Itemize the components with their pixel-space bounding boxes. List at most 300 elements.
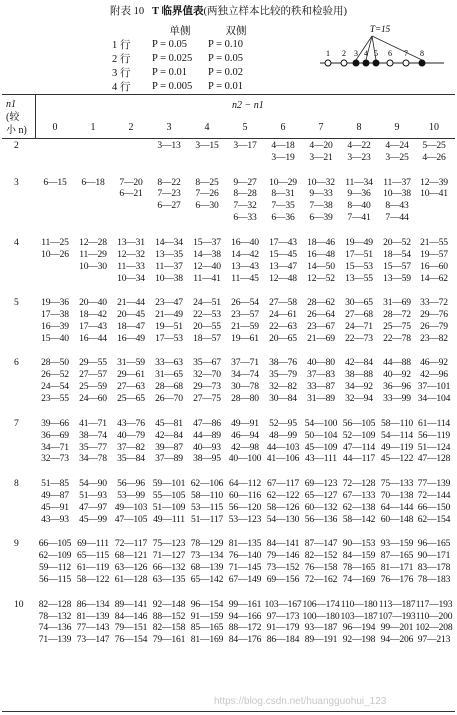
- table-cell: 30—78: [231, 381, 259, 393]
- table-cell: 44—88: [383, 357, 411, 369]
- rank-node-label: 2: [342, 49, 346, 58]
- table-cell: 7—23: [157, 188, 181, 200]
- double-p-value: P = 0.02: [208, 66, 243, 78]
- table-cell: 37—101: [417, 381, 451, 393]
- table-cell: 9—33: [309, 188, 333, 200]
- table-cell: 52—109: [342, 429, 376, 441]
- table-cell: 40—92: [383, 369, 411, 381]
- table-cell: 89—191: [304, 634, 338, 646]
- table-cell: 17—43: [269, 236, 297, 248]
- table-cell: 42—84: [155, 429, 183, 441]
- table-cell: 12—40: [193, 260, 221, 272]
- table-cell: 23—82: [420, 332, 448, 344]
- table-cell: 56—136: [304, 513, 338, 525]
- table-cell: 96—165: [417, 538, 451, 550]
- table-cell: 34—71: [41, 441, 69, 453]
- table-cell: 7—20: [119, 176, 143, 188]
- table-cell: 53—123: [228, 513, 262, 525]
- table-cell: 19—61: [231, 332, 259, 344]
- row-label: 2 行: [112, 53, 131, 65]
- table-cell: 42—98: [231, 441, 259, 453]
- table-cell: 45—91: [41, 501, 69, 513]
- table-cell: 27—63: [117, 381, 145, 393]
- table-cell: 65—127: [304, 489, 338, 501]
- table-cell: 54—114: [380, 429, 414, 441]
- table-cell: 10—29: [269, 176, 297, 188]
- double-p-value: P = 0.05: [208, 52, 243, 64]
- table-cell: 67—149: [228, 574, 262, 585]
- table-cell: 18—54: [383, 248, 411, 260]
- table-cell: 27—58: [269, 297, 297, 309]
- table-cell: 8—31: [271, 188, 295, 200]
- table-cell: 10—32: [307, 176, 335, 188]
- table-cell: 88—172: [228, 622, 262, 634]
- table-cell: 97—213: [417, 634, 451, 646]
- header-row: [112, 51, 264, 65]
- table-cell: 9—36: [347, 188, 371, 200]
- table-cell: 10—38: [155, 272, 183, 284]
- table-cell: 71—127: [152, 550, 186, 562]
- table-cell: 103—167: [264, 598, 302, 610]
- table-cell: 58—142: [342, 513, 376, 525]
- n1-row-label: 9: [14, 538, 19, 550]
- table-cell: 4—26: [422, 151, 446, 163]
- n1-symbol: n1: [6, 99, 16, 110]
- table-cell: 59—101: [152, 478, 186, 489]
- table-cell: 99—161: [228, 598, 262, 610]
- table-cell: 85—165: [190, 622, 224, 634]
- rank-node-label: 4: [364, 49, 368, 58]
- table-cell: 78—183: [417, 574, 451, 585]
- table-cell: 54—100: [304, 417, 338, 429]
- table-cell: 66—132: [152, 562, 186, 574]
- column-header: 0: [52, 122, 58, 133]
- single-p-value: P = 0.05: [152, 38, 187, 50]
- table-cell: 76—154: [114, 634, 148, 646]
- table-cell: 69—156: [266, 574, 300, 585]
- title-prefix: 附表 10: [110, 6, 145, 17]
- table-cell: 6—21: [119, 188, 143, 200]
- table-cell: 82—128: [38, 598, 72, 610]
- table-cell: 4—22: [347, 140, 371, 151]
- n2-minus-n1-heading: n2 − n1: [232, 100, 264, 111]
- table-cell: 56—96: [117, 478, 145, 489]
- table-cell: 60—132: [304, 501, 338, 513]
- column-header: 7: [318, 122, 324, 133]
- table-cell: 42—84: [345, 357, 373, 369]
- table-cell: 18—42: [79, 309, 107, 320]
- table-cell: 9—27: [233, 176, 257, 188]
- rank-node: [341, 60, 347, 66]
- table-cell: 74—169: [342, 574, 376, 585]
- rank-node: [325, 60, 331, 66]
- table-cell: 28—80: [231, 393, 259, 405]
- table-cell: 11—41: [193, 272, 221, 284]
- table-cell: 56—115: [38, 574, 72, 585]
- table-cell: 27—75: [193, 393, 221, 405]
- table-cell: 86—184: [266, 634, 300, 646]
- rank-link-line: [372, 36, 422, 60]
- table-cell: 43—93: [41, 513, 69, 525]
- table-cell: 6—33: [233, 212, 257, 224]
- table-cell: 72—144: [417, 489, 451, 501]
- table-cell: 51—93: [79, 489, 107, 501]
- table-cell: 94—166: [228, 610, 262, 622]
- rank-node-label: 8: [420, 49, 424, 58]
- table-cell: 41—71: [79, 417, 107, 429]
- table-cell: 47—114: [342, 441, 376, 453]
- table-cell: 110—200: [415, 610, 453, 622]
- n1-note-1: (较: [6, 112, 20, 123]
- table-cell: 82—152: [304, 550, 338, 562]
- table-cell: 11—37: [383, 176, 411, 188]
- column-header: 9: [394, 122, 400, 133]
- table-cell: 33—72: [420, 297, 448, 309]
- table-cell: 81—139: [76, 610, 110, 622]
- table-cell: 89—141: [114, 598, 148, 610]
- table-cell: 13—31: [117, 236, 145, 248]
- table-cell: 15—53: [345, 260, 373, 272]
- table-cell: 24—71: [345, 320, 373, 332]
- double-tail-heading: 双侧: [225, 25, 247, 37]
- significance-header: [112, 23, 264, 93]
- table-cell: 38—74: [79, 429, 107, 441]
- table-cell: 3—25: [385, 151, 409, 163]
- table-cell: 46—92: [420, 357, 448, 369]
- table-cell: 18—47: [117, 320, 145, 332]
- rank-node: [387, 60, 393, 66]
- table-cell: 24—60: [79, 393, 107, 405]
- table-cell: 84—146: [114, 610, 148, 622]
- table-cell: 34—104: [417, 393, 451, 405]
- table-cell: 36—96: [383, 381, 411, 393]
- rank-node: [373, 60, 379, 66]
- table-cell: 21—59: [231, 320, 259, 332]
- table-cell: 7—35: [271, 200, 295, 212]
- table-cell: 3—13: [157, 140, 181, 151]
- table-cell: 37—71: [231, 357, 259, 369]
- table-cell: 99—201: [380, 622, 414, 634]
- table-cell: 74—136: [38, 622, 72, 634]
- table-cell: 40—93: [193, 441, 221, 453]
- double-p-value: P = 0.01: [208, 80, 243, 92]
- table-cell: 6—18: [81, 176, 105, 188]
- table-cell: 62—154: [417, 513, 451, 525]
- table-cell: 58—110: [190, 489, 224, 501]
- table-cell: 4—18: [271, 140, 295, 151]
- table-cell: 32—70: [193, 369, 221, 381]
- table-cell: 56—120: [228, 501, 262, 513]
- table-cell: 91—179: [266, 622, 300, 634]
- table-cell: 31—65: [155, 369, 183, 381]
- table-cell: 70—138: [380, 489, 414, 501]
- table-cell: 20—45: [117, 309, 145, 320]
- table-cell: 16—60: [420, 260, 448, 272]
- table-cell: 12—32: [117, 248, 145, 260]
- table-cell: 32—82: [269, 381, 297, 393]
- table-cell: 79—146: [266, 550, 300, 562]
- table-cell: 76—176: [380, 574, 414, 585]
- table-cell: 25—65: [117, 393, 145, 405]
- table-cell: 30—65: [345, 297, 373, 309]
- table-cell: 65—142: [190, 574, 224, 585]
- table-cell: 31—89: [307, 393, 335, 405]
- table-cell: 14—34: [155, 236, 183, 248]
- table-cell: 34—74: [231, 369, 259, 381]
- table-cell: 72—117: [114, 538, 148, 550]
- table-cell: 45—81: [155, 417, 183, 429]
- n1-row-label: 10: [14, 598, 24, 610]
- table-cell: 23—47: [155, 297, 183, 309]
- rank-node: [419, 60, 425, 66]
- table-cell: 16—44: [79, 332, 107, 344]
- column-header: 3: [166, 122, 172, 133]
- table-cell: 15—37: [193, 236, 221, 248]
- table-cell: 58—110: [380, 417, 414, 429]
- table-cell: 21—44: [117, 297, 145, 309]
- table-cell: 13—59: [383, 272, 411, 284]
- n1-row-label: 8: [14, 478, 19, 489]
- table-bottom-rule: [2, 711, 455, 712]
- table-cell: 90—171: [417, 550, 451, 562]
- n1-note-2: 小 n): [6, 125, 27, 136]
- table-cell: 11—45: [231, 272, 259, 284]
- table-cell: 20—55: [193, 320, 221, 332]
- table-cell: 43—76: [117, 417, 145, 429]
- table-cell: 22—53: [193, 309, 221, 320]
- single-p-value: P = 0.025: [152, 52, 193, 64]
- header-row: [112, 79, 264, 93]
- diagram-label: T=15: [370, 24, 391, 34]
- table-cell: 69—111: [77, 538, 109, 550]
- table-cell: 11—37: [155, 260, 183, 272]
- table-cell: 58—122: [76, 574, 110, 585]
- table-cell: 7—32: [233, 200, 257, 212]
- table-cell: 12—48: [269, 272, 297, 284]
- rank-node: [363, 60, 369, 66]
- table-cell: 15—45: [269, 248, 297, 260]
- table-cell: 71—139: [38, 634, 72, 646]
- table-cell: 73—147: [76, 634, 110, 646]
- table-cell: 60—116: [228, 489, 262, 501]
- table-cell: 82—158: [152, 622, 186, 634]
- table-cell: 63—126: [114, 562, 148, 574]
- table-cell: 51—109: [152, 501, 186, 513]
- table-cell: 10—30: [79, 260, 107, 272]
- table-cell: 4—24: [385, 140, 409, 151]
- table-cell: 71—145: [228, 562, 262, 574]
- table-cell: 77—143: [76, 622, 110, 634]
- table-cell: 24—61: [269, 309, 297, 320]
- column-header: 2: [128, 122, 134, 133]
- table-cell: 24—54: [41, 381, 69, 393]
- table-cell: 8—40: [347, 200, 371, 212]
- table-cell: 22—63: [269, 320, 297, 332]
- rank-sum-diagram: [316, 20, 446, 78]
- table-cell: 44—89: [193, 429, 221, 441]
- header-row: [112, 37, 264, 51]
- row-label: 1 行: [112, 39, 131, 51]
- table-cell: 47—128: [417, 453, 451, 465]
- table-cell: 35—84: [117, 453, 145, 465]
- table-cell: 50—104: [304, 429, 338, 441]
- table-cell: 87—147: [304, 538, 338, 550]
- table-cell: 93—187: [304, 622, 338, 634]
- table-cell: 6—39: [309, 212, 333, 224]
- table-cell: 19—57: [420, 248, 448, 260]
- table-cell: 16—48: [307, 248, 335, 260]
- table-cell: 40—100: [228, 453, 262, 465]
- rank-node-label: 3: [354, 49, 358, 58]
- table-cell: 38—76: [269, 357, 297, 369]
- table-cell: 25—59: [79, 381, 107, 393]
- table-cell: 8—25: [195, 176, 219, 188]
- table-cell: 42—96: [420, 369, 448, 381]
- table-cell: 55—105: [152, 489, 186, 501]
- table-cell: 4—20: [309, 140, 333, 151]
- table-cell: 14—38: [193, 248, 221, 260]
- table-cell: 35—67: [193, 357, 221, 369]
- table-cell: 49—87: [41, 489, 69, 501]
- table-cell: 43—111: [305, 453, 337, 465]
- rank-node: [403, 60, 409, 66]
- table-cell: 37—82: [117, 441, 145, 453]
- table-cell: 96—194: [342, 622, 376, 634]
- table-cell: 33—87: [307, 381, 335, 393]
- table-cell: 13—47: [269, 260, 297, 272]
- table-cell: 72—128: [342, 478, 376, 489]
- n1-row-label: 4: [14, 236, 19, 248]
- table-cell: 107—193: [378, 610, 416, 622]
- table-cell: 12—39: [420, 176, 448, 188]
- table-cell: 11—34: [345, 176, 373, 188]
- table-cell: 41—106: [266, 453, 300, 465]
- table-cell: 54—90: [79, 478, 107, 489]
- table-cell: 7—44: [385, 212, 409, 224]
- table-cell: 6—15: [43, 176, 67, 188]
- table-cell: 8—43: [385, 200, 409, 212]
- table-cell: 12—28: [79, 236, 107, 248]
- table-cell: 72—162: [304, 574, 338, 585]
- double-p-value: P = 0.10: [208, 38, 243, 50]
- table-cell: 92—148: [152, 598, 186, 610]
- table-cell: 102—208: [415, 622, 453, 634]
- table-cell: 26—54: [231, 297, 259, 309]
- table-cell: 13—35: [155, 248, 183, 260]
- rank-node: [353, 60, 359, 66]
- table-cell: 62—106: [190, 478, 224, 489]
- table-cell: 94—206: [380, 634, 414, 646]
- table-cell: 8—28: [233, 188, 257, 200]
- single-tail-heading: 单侧: [169, 25, 191, 37]
- table-cell: 39—66: [41, 417, 69, 429]
- table-cell: 31—69: [383, 297, 411, 309]
- table-cell: 33—99: [383, 393, 411, 405]
- table-cell: 81—169: [190, 634, 224, 646]
- table-cell: 106—174: [302, 598, 340, 610]
- table-cell: 97—173: [266, 610, 300, 622]
- table-cell: 29—73: [193, 381, 221, 393]
- table-cell: 20—40: [79, 297, 107, 309]
- table-cell: 39—87: [155, 441, 183, 453]
- table-cell: 44—103: [266, 441, 300, 453]
- column-header: 1: [90, 122, 96, 133]
- table-cell: 40—79: [117, 429, 145, 441]
- table-cell: 76—158: [304, 562, 338, 574]
- table-cell: 46—94: [231, 429, 259, 441]
- n1-row-label: 2: [14, 140, 19, 151]
- table-cell: 22—73: [345, 332, 373, 344]
- table-cell: 19—36: [41, 297, 69, 309]
- table-cell: 53—99: [117, 489, 145, 501]
- table-cell: 53—115: [190, 501, 224, 513]
- table-cell: 3—15: [195, 140, 219, 151]
- table-cell: 110—180: [340, 598, 378, 610]
- table-cell: 78—129: [190, 538, 224, 550]
- table-cell: 15—57: [383, 260, 411, 272]
- table-cell: 103—187: [340, 610, 378, 622]
- table-cell: 67—133: [342, 489, 376, 501]
- table-cell: 58—126: [266, 501, 300, 513]
- table-cell: 13—43: [231, 260, 259, 272]
- table-cell: 15—40: [41, 332, 69, 344]
- table-cell: 12—52: [307, 272, 335, 284]
- table-cell: 3—21: [309, 151, 333, 163]
- table-cell: 61—128: [114, 574, 148, 585]
- column-header: 5: [242, 122, 248, 133]
- table-cell: 18—57: [193, 332, 221, 344]
- table-cell: 6—27: [157, 200, 181, 212]
- table-cell: 17—53: [155, 332, 183, 344]
- table-cell: 30—84: [269, 393, 297, 405]
- table-cell: 25—75: [383, 320, 411, 332]
- table-cell: 17—51: [345, 248, 373, 260]
- table-cell: 21—49: [155, 309, 183, 320]
- header-column-titles: [112, 23, 264, 37]
- table-cell: 20—52: [383, 236, 411, 248]
- table-cell: 16—49: [117, 332, 145, 344]
- table-cell: 38—95: [193, 453, 221, 465]
- table-cell: 93—159: [380, 538, 414, 550]
- column-header: 8: [356, 122, 362, 133]
- table-cell: 17—43: [79, 320, 107, 332]
- table-cell: 73—152: [266, 562, 300, 574]
- table-cell: 45—109: [304, 441, 338, 453]
- table-cell: 84—159: [342, 550, 376, 562]
- table-cell: 88—152: [152, 610, 186, 622]
- table-cell: 28—68: [155, 381, 183, 393]
- table-cell: 19—49: [345, 236, 373, 248]
- table-cell: 14—62: [420, 272, 448, 284]
- table-cell: 68—121: [114, 550, 148, 562]
- table-cell: 91—159: [190, 610, 224, 622]
- table-cell: 8—22: [157, 176, 181, 188]
- table-cell: 34—78: [79, 453, 107, 465]
- table-cell: 7—41: [347, 212, 371, 224]
- table-cell: 113—187: [378, 598, 416, 610]
- table-cell: 62—138: [342, 501, 376, 513]
- table-cell: 10—26: [41, 248, 69, 260]
- table-cell: 81—135: [228, 538, 262, 550]
- table-cell: 35—79: [269, 369, 297, 381]
- table-cell: 44—117: [342, 453, 376, 465]
- table-cell: 7—38: [309, 200, 333, 212]
- table-cell: 78—165: [342, 562, 376, 574]
- table-cell: 32—94: [345, 393, 373, 405]
- table-cell: 92—198: [342, 634, 376, 646]
- table-cell: 68—139: [190, 562, 224, 574]
- table-cell: 75—133: [380, 478, 414, 489]
